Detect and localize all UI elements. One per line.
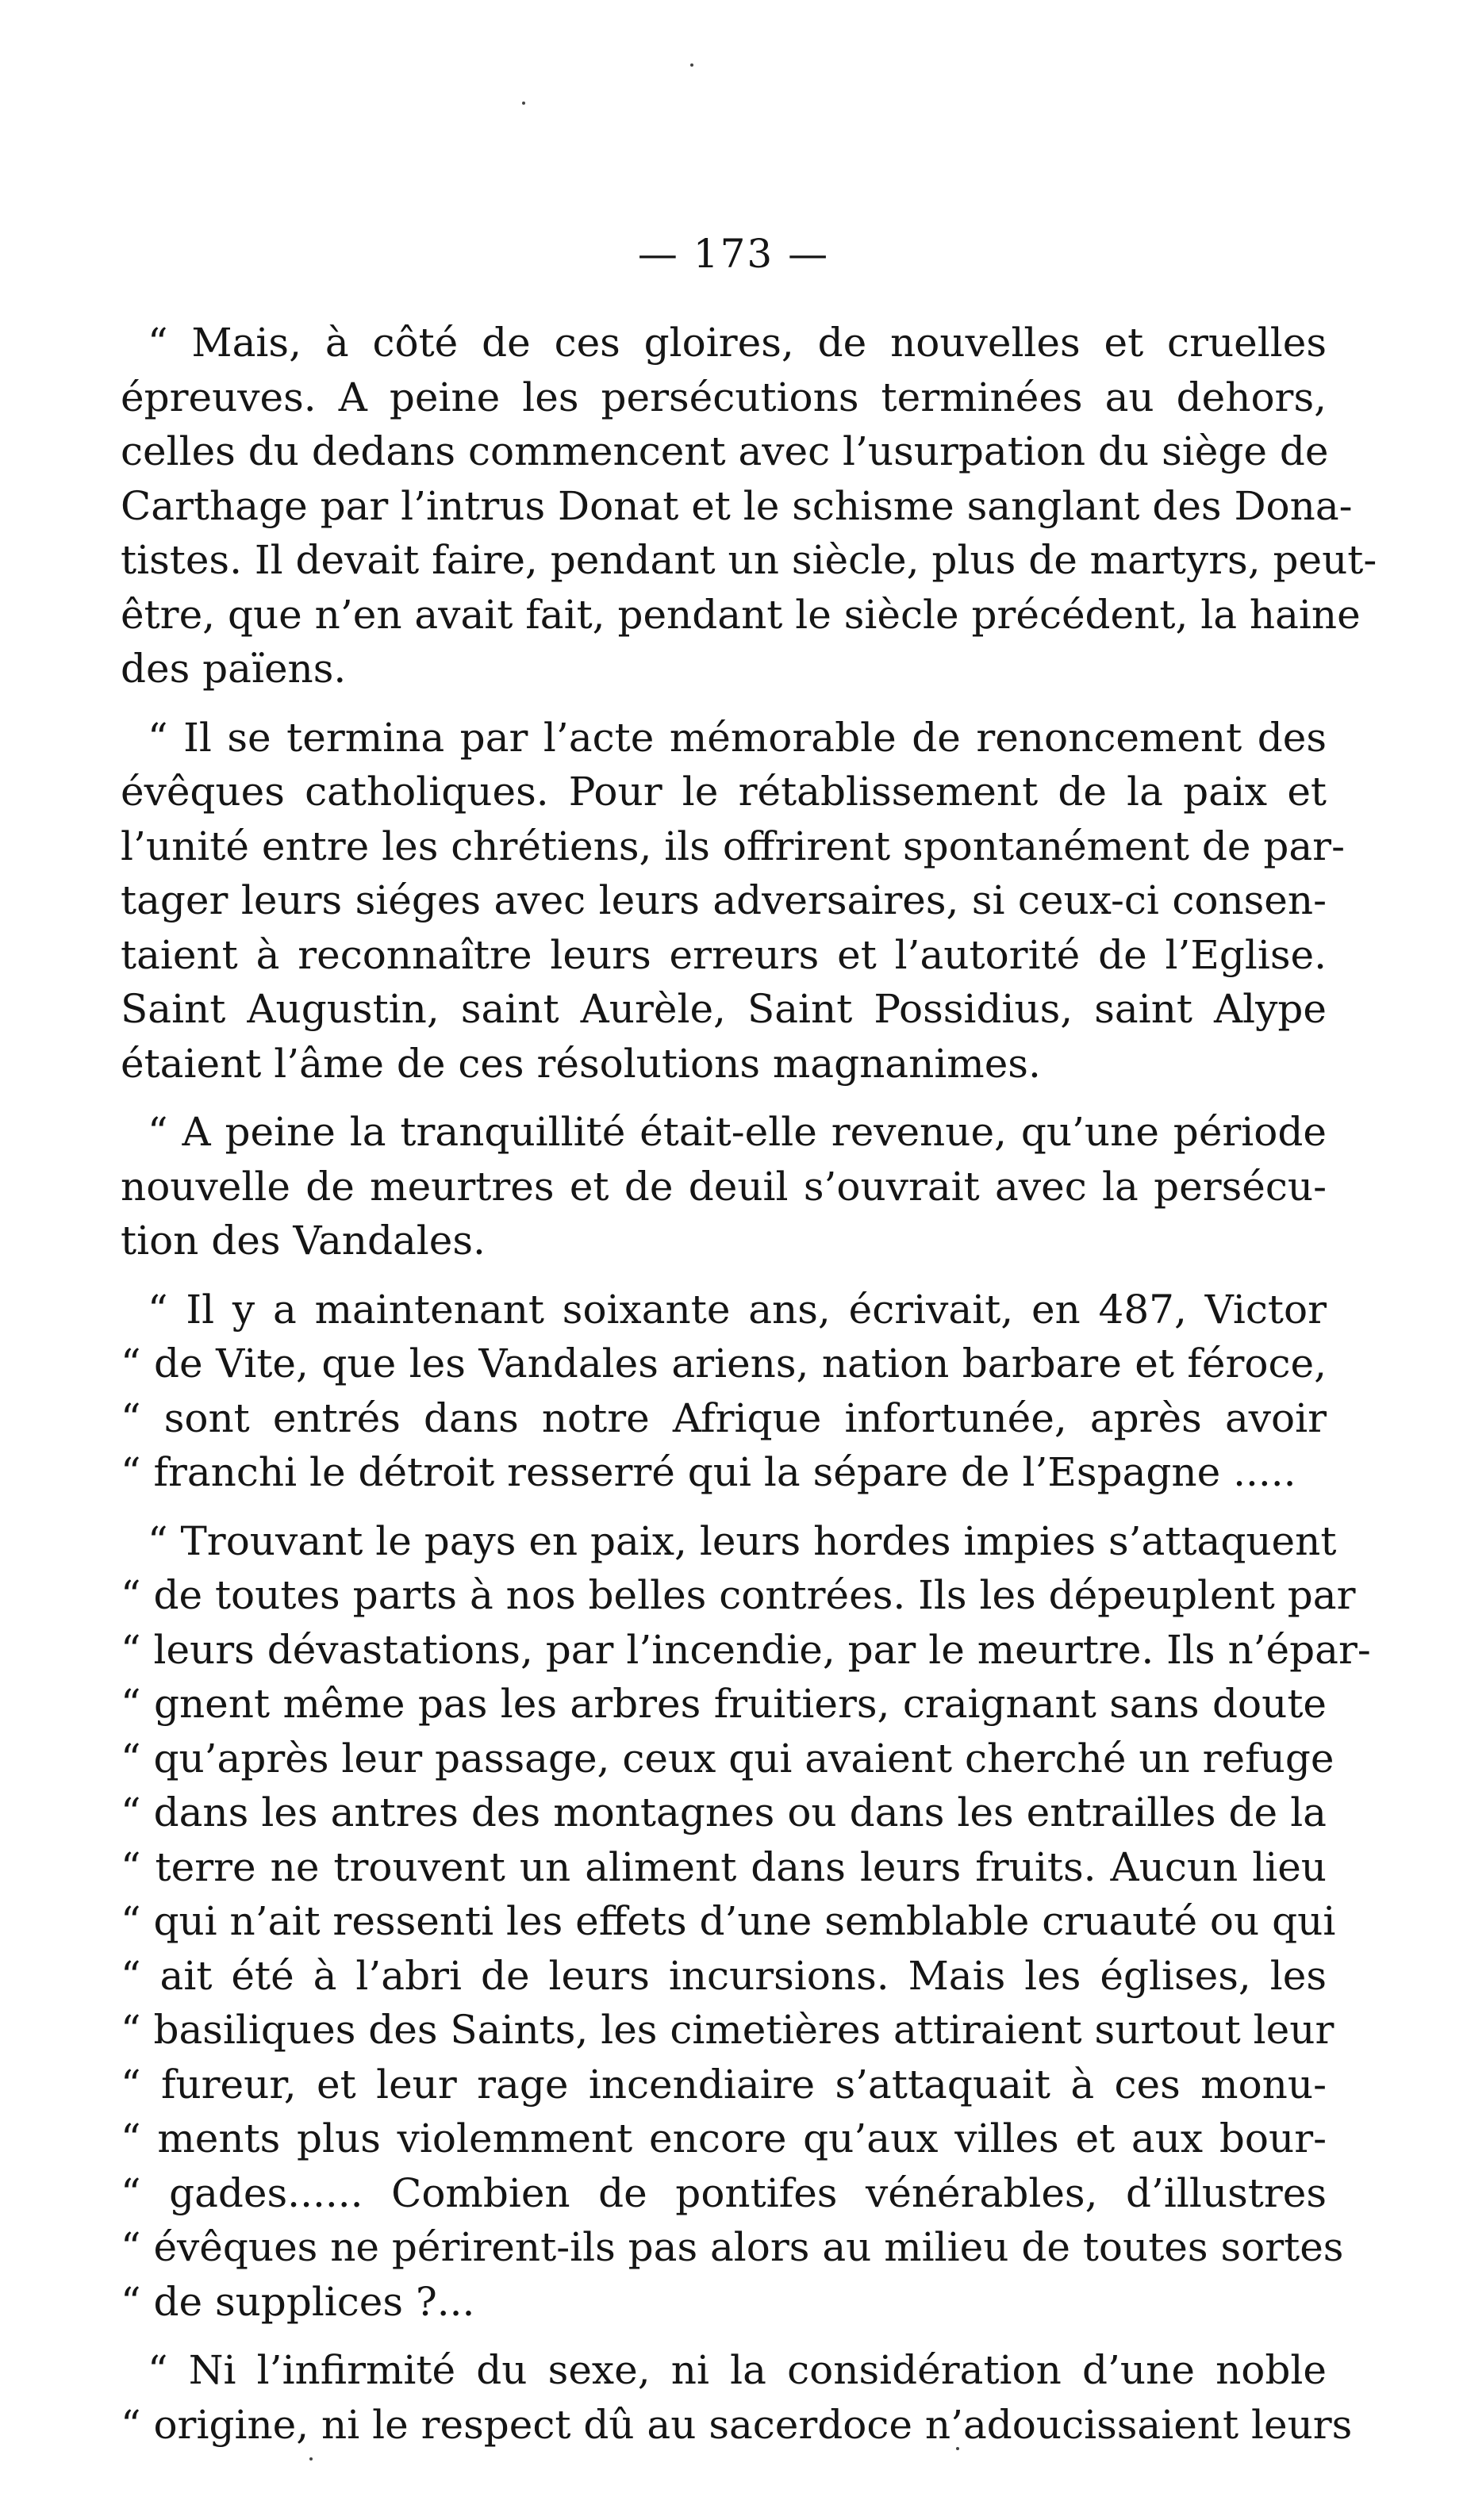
text-line: tistes. Il devait faire, pendant un siècle, plus de martyrs, peut- xyxy=(121,537,1377,583)
text-line: “ basiliques des Saints, les cimetières attiraient surtout leur xyxy=(121,2007,1335,2053)
text-line: taient à reconnaître leurs erreurs et l’autorité de l’Eglise. xyxy=(121,931,1327,978)
text-line: “ gades...... Combien de pontifes vénérables, d’illustres xyxy=(121,2169,1327,2216)
text-line: être, que n’en avait fait, pendant le siècle précédent, la haine xyxy=(121,591,1361,638)
text-line: “ Ni l’infirmité du sexe, ni la considération d’une noble xyxy=(148,2347,1327,2393)
page-number: — 173 — xyxy=(637,231,830,277)
scan-speck xyxy=(690,63,693,67)
text-line: “ Trouvant le pays en paix, leurs hordes impies s’attaquent xyxy=(148,1517,1337,1564)
text-line: “ évêques ne périrent-ils pas alors au milieu de toutes sortes xyxy=(121,2224,1344,2270)
text-line: nouvelle de meurtres et de deuil s’ouvrait avec la persécu- xyxy=(121,1163,1327,1210)
text-line: “ franchi le détroit resserré qui la sépare de l’Espagne ..... xyxy=(121,1449,1296,1495)
text-line: “ gnent même pas les arbres fruitiers, craignant sans doute xyxy=(121,1681,1327,1727)
text-line: “ ait été à l’abri de leurs incursions. Mais les églises, les xyxy=(121,1952,1327,1999)
text-line: “ terre ne trouvent un aliment dans leurs fruits. Aucun lieu xyxy=(121,1843,1327,1890)
text-line: tager leurs siéges avec leurs adversaires, si ceux-ci consen- xyxy=(121,877,1327,923)
text-line: évêques catholiques. Pour le rétablissement de la paix et xyxy=(121,769,1327,815)
text-line: “ leurs dévastations, par l’incendie, par le meurtre. Ils n’épar- xyxy=(121,1626,1371,1673)
text-line: “ Mais, à côté de ces gloires, de nouvelles et cruelles xyxy=(148,320,1327,366)
text-line: Carthage par l’intrus Donat et le schisme sanglant des Dona- xyxy=(121,482,1353,529)
text-line: “ sont entrés dans notre Afrique infortunée, après avoir xyxy=(121,1394,1327,1441)
text-line: étaient l’âme de ces résolutions magnanimes. xyxy=(121,1040,1041,1087)
text-line: “ origine, ni le respect dû au sacerdoce n’adoucissaient leurs xyxy=(121,2401,1353,2448)
text-line: tion des Vandales. xyxy=(121,1218,486,1264)
text-line: “ qu’après leur passage, ceux qui avaient cherché un refuge xyxy=(121,1735,1335,1782)
text-line: celles du dedans commencent avec l’usurpation du siège de xyxy=(121,428,1329,474)
text-line: “ de supplices ?... xyxy=(121,2278,475,2325)
text-line: “ A peine la tranquillité était-elle revenue, qu’une période xyxy=(148,1109,1327,1155)
text-line: “ qui n’ait ressenti les effets d’une semblable cruauté ou qui xyxy=(121,1898,1336,1944)
text-line: “ Il y a maintenant soixante ans, écrivait, en 487, Victor xyxy=(148,1286,1327,1333)
text-line: “ Il se termina par l’acte mémorable de renoncement des xyxy=(148,714,1327,761)
text-line: Saint Augustin, saint Aurèle, Saint Possidius, saint Alype xyxy=(121,986,1327,1032)
text-line: épreuves. A peine les persécutions terminées au dehors, xyxy=(121,374,1327,420)
text-line: des païens. xyxy=(121,646,347,692)
body-text xyxy=(121,316,1377,2452)
scan-speck xyxy=(309,2457,313,2461)
text-line: “ dans les antres des montagnes ou dans les entrailles de la xyxy=(121,1789,1327,1835)
scan-speck xyxy=(956,2447,959,2450)
scan-speck xyxy=(522,102,525,105)
text-line: l’unité entre les chrétiens, ils offrirent spontanément de par- xyxy=(121,823,1345,869)
text-line: “ ments plus violemment encore qu’aux villes et aux bour- xyxy=(121,2115,1327,2161)
text-line: “ de Vite, que les Vandales ariens, nation barbare et féroce, xyxy=(121,1341,1327,1387)
text-line: “ fureur, et leur rage incendiaire s’attaquait à ces monu- xyxy=(121,2061,1327,2108)
text-line: “ de toutes parts à nos belles contrées. Ils les dépeuplent par xyxy=(121,1572,1356,1618)
